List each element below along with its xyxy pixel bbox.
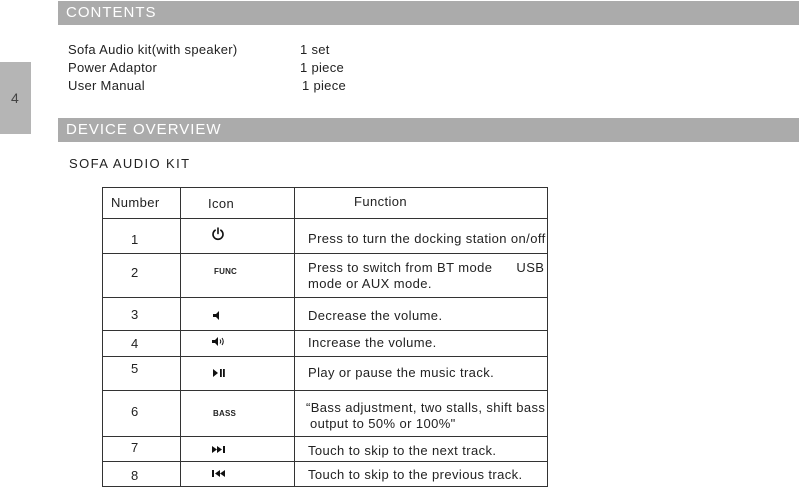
row-function-line: mode or AUX mode. bbox=[308, 276, 432, 291]
icon-cell bbox=[181, 357, 295, 391]
contents-item bbox=[68, 78, 347, 93]
volume-down-icon bbox=[213, 311, 223, 320]
subtitle: SOFA AUDIO KIT bbox=[69, 156, 191, 171]
row-function: Decrease the volume. bbox=[295, 298, 548, 331]
icon-cell bbox=[181, 219, 295, 254]
row-number: 3 bbox=[103, 298, 181, 331]
contents-section-header: CONTENTS bbox=[58, 1, 799, 25]
func-icon: FUNC bbox=[214, 267, 238, 276]
row-function bbox=[295, 391, 548, 437]
row-function-line: output to 50% or 100%" bbox=[306, 416, 456, 431]
volume-up-icon bbox=[212, 337, 226, 346]
contents-item-name: User Manual bbox=[68, 78, 145, 93]
header-function: Function bbox=[295, 188, 548, 219]
power-icon bbox=[211, 227, 225, 241]
next-track-icon bbox=[212, 446, 226, 453]
bass-icon: BASS bbox=[213, 409, 237, 418]
row-function bbox=[295, 254, 548, 298]
contents-item-qty: 1 set bbox=[300, 42, 330, 57]
icon-cell bbox=[181, 437, 295, 462]
row-number: 4 bbox=[103, 331, 181, 357]
icon-cell bbox=[181, 298, 295, 331]
icon-cell bbox=[181, 462, 295, 487]
row-function-line: “Bass adjustment, two stalls, shift bass bbox=[306, 400, 546, 415]
table-row bbox=[103, 254, 548, 298]
icon-cell bbox=[181, 331, 295, 357]
row-number: 2 bbox=[103, 254, 181, 298]
table-row bbox=[103, 437, 548, 462]
row-number: 8 bbox=[103, 462, 181, 487]
device-overview-section-header: DEVICE OVERVIEW bbox=[58, 118, 799, 142]
row-number: 1 bbox=[103, 219, 181, 254]
contents-item bbox=[68, 60, 345, 75]
page-number-tab bbox=[0, 62, 31, 134]
row-function: Press to turn the docking station on/off bbox=[295, 219, 548, 254]
table-row bbox=[103, 357, 548, 391]
contents-item-qty: 1 piece bbox=[300, 60, 345, 75]
row-function: Touch to skip to the next track. bbox=[295, 437, 548, 462]
row-number: 5 bbox=[103, 357, 181, 391]
table-header-row bbox=[103, 188, 548, 219]
play-pause-icon bbox=[213, 369, 225, 377]
contents-item-name: Power Adaptor bbox=[68, 60, 158, 75]
row-function-line: Press to switch from BT mode USB bbox=[308, 260, 545, 275]
row-function: Play or pause the music track. bbox=[295, 357, 548, 391]
table-row bbox=[103, 462, 548, 487]
table-row bbox=[103, 391, 548, 437]
header-icon: Icon bbox=[181, 188, 295, 219]
icon-cell bbox=[181, 391, 295, 437]
contents-item-qty: 1 piece bbox=[302, 78, 347, 93]
contents-item bbox=[68, 42, 330, 57]
row-number: 6 bbox=[103, 391, 181, 437]
row-number: 7 bbox=[103, 437, 181, 462]
header-number: Number bbox=[103, 188, 181, 219]
row-function: Increase the volume. bbox=[295, 331, 548, 357]
row-function: Touch to skip to the previous track. bbox=[295, 462, 548, 487]
contents-item-name: Sofa Audio kit(with speaker) bbox=[68, 42, 238, 57]
table-row bbox=[103, 219, 548, 254]
icon-cell bbox=[181, 254, 295, 298]
page-number: 4 bbox=[11, 90, 19, 106]
table-row bbox=[103, 331, 548, 357]
device-overview-table bbox=[102, 187, 548, 487]
previous-track-icon bbox=[212, 470, 226, 477]
table-row bbox=[103, 298, 548, 331]
